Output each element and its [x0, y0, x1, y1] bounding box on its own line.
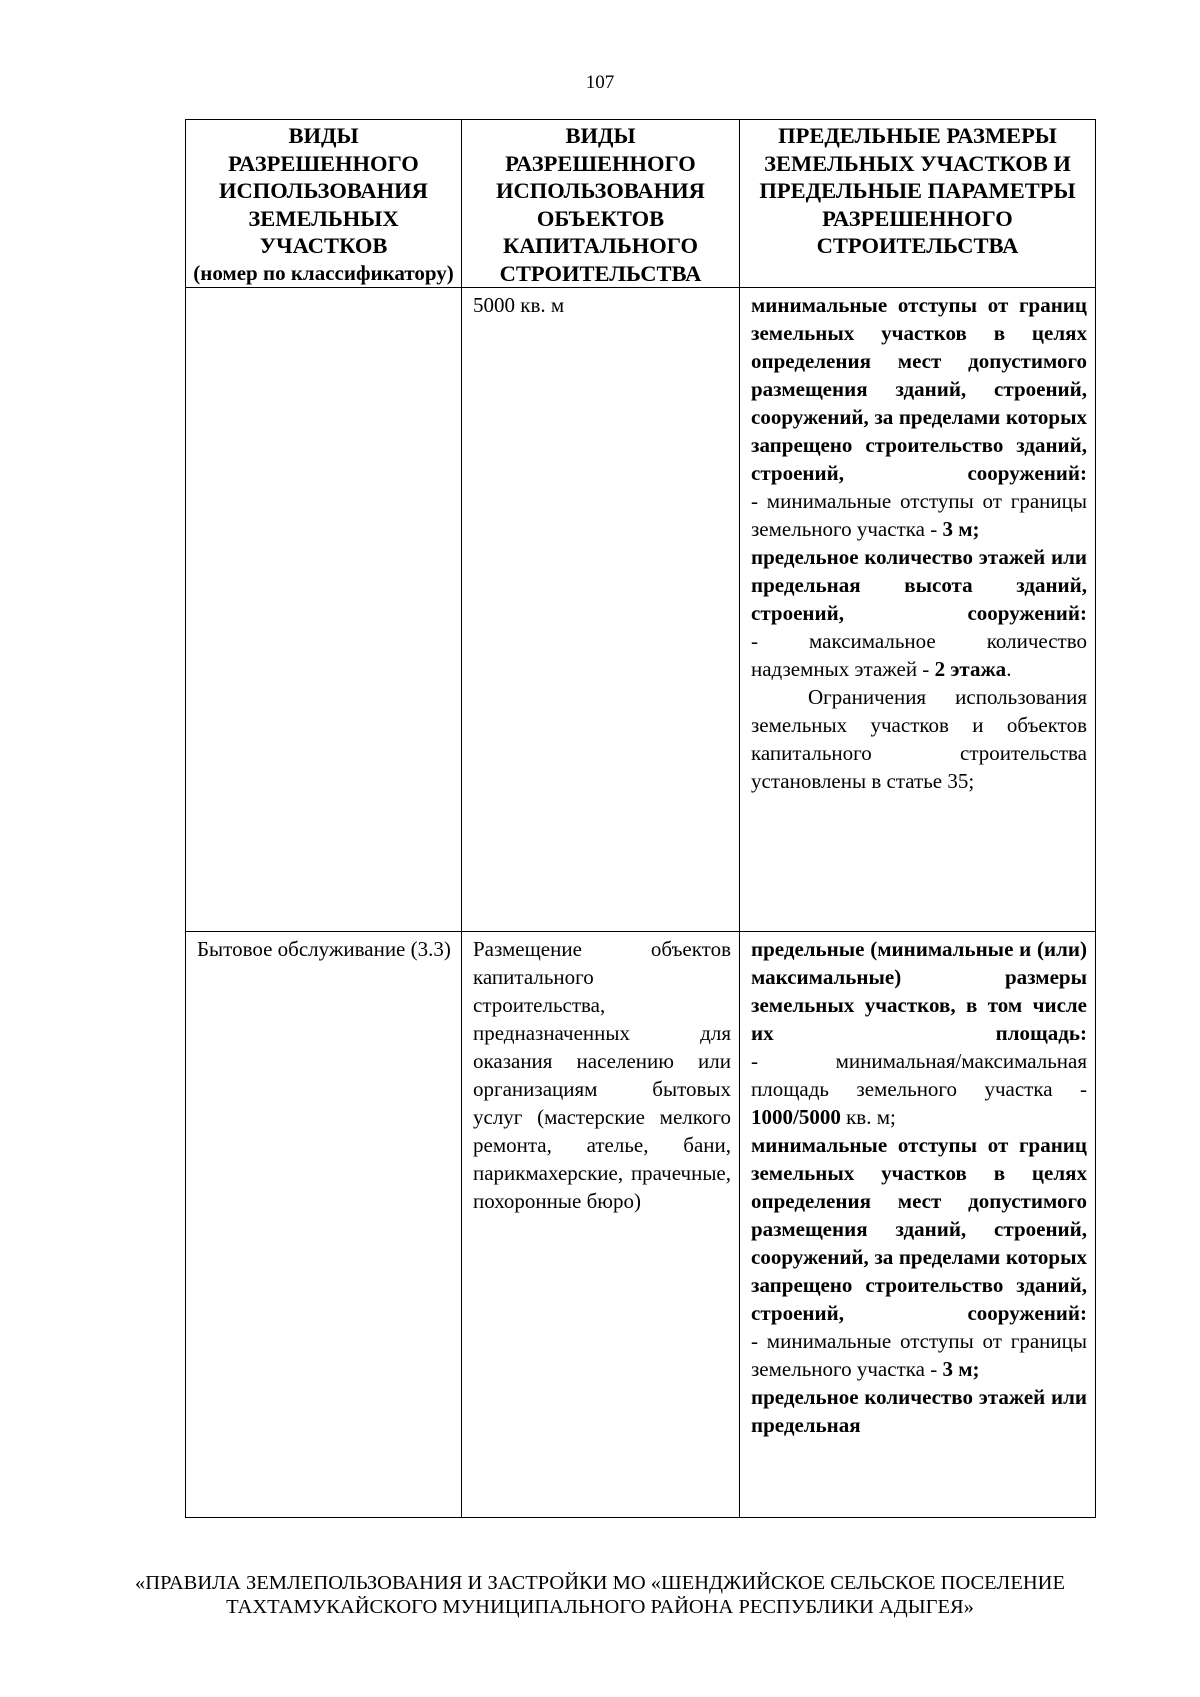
row2-setbacks-item [751, 1327, 1087, 1383]
row1-land-use-cell [186, 288, 462, 932]
row2-parameters-cell [740, 932, 1096, 1518]
row1-floors-heading: предельное количество этажей или предельная высота зданий, строений, сооружений: [751, 545, 1087, 625]
row1-floors-value: 2 этажа [934, 657, 1007, 681]
header-land-use-title: ВИДЫ РАЗРЕШЕННОГО ИСПОЛЬЗОВАНИЯ ЗЕМЕЛЬНЫХ УЧАСТКОВ [219, 123, 428, 258]
row2-size-item [751, 1047, 1087, 1131]
row2-setbacks-value: 3 м; [942, 1357, 980, 1381]
page-number: 107 [585, 72, 615, 93]
table-row [186, 288, 1096, 932]
header-construction-use: ВИДЫ РАЗРЕШЕННОГО ИСПОЛЬЗОВАНИЯ ОБЪЕКТОВ КАПИТАЛЬНОГО СТРОИТЕЛЬСТВА [462, 120, 740, 288]
row2-size-text: - минимальная/максимальная площадь земельного участка - [751, 1049, 1087, 1101]
row2-setbacks-heading: минимальные отступы от границ земельных участков в целях определения мест допустимого размещения зданий, строений, сооружений, за пределами которых запрещено строительство зданий, строений, сооружений: [751, 1133, 1087, 1325]
row1-construction-use-cell [462, 288, 740, 932]
table-header-row [186, 120, 1096, 288]
row2-construction-use-cell [462, 932, 740, 1518]
document-footer [0, 1571, 1200, 1619]
row2-size-value: 1000/5000 [751, 1105, 841, 1129]
row2-floors-heading: предельное количество этажей или предельная [751, 1385, 1087, 1437]
row1-floors-end: . [1006, 657, 1012, 681]
row1-setbacks-heading: минимальные отступы от границ земельных участков в целях определения мест допустимого размещения зданий, строений, сооружений, за пределами которых запрещено строительство зданий, строений, сооружений: [751, 293, 1087, 485]
row1-area-value: 5000 кв. м [473, 293, 565, 317]
row2-land-use-text: Бытовое обслуживание (3.3) [197, 937, 451, 961]
header-land-use [186, 120, 462, 288]
row2-size-heading: предельные (минимальные и (или) максимальные) размеры земельных участков, в том числе их площадь: [751, 937, 1087, 1045]
row1-setbacks-text: - минимальные отступы от границы земельного участка - [751, 489, 1087, 541]
zoning-table [185, 119, 1096, 1518]
header-land-use-subtitle: (номер по классификатору) [193, 260, 454, 285]
table-row [186, 932, 1096, 1518]
row1-floors-text: - максимальное количество надземных этажей - [751, 629, 1087, 681]
row2-setbacks-text: - минимальные отступы от границы земельного участка - [751, 1329, 1087, 1381]
footer-line-2: ТАХТАМУКАЙСКОГО МУНИЦИПАЛЬНОГО РАЙОНА РЕСПУБЛИКИ АДЫГЕЯ» [226, 1596, 974, 1618]
row1-restrictions-note: Ограничения использования земельных участков и объектов капитального строительства установлены в статье 35; [751, 685, 1087, 793]
row1-parameters-cell [740, 288, 1096, 932]
header-limit-parameters: ПРЕДЕЛЬНЫЕ РАЗМЕРЫ ЗЕМЕЛЬНЫХ УЧАСТКОВ И ПРЕДЕЛЬНЫЕ ПАРАМЕТРЫ РАЗРЕШЕННОГО СТРОИТЕЛЬСТВА [740, 120, 1096, 288]
footer-line-1: «ПРАВИЛА ЗЕМЛЕПОЛЬЗОВАНИЯ И ЗАСТРОЙКИ МО «ШЕНДЖИЙСКОЕ СЕЛЬСКОЕ ПОСЕЛЕНИЕ [135, 1572, 1065, 1594]
row1-setbacks-item [751, 487, 1087, 543]
row2-size-unit: кв. м; [840, 1105, 896, 1129]
row2-land-use-cell [186, 932, 462, 1518]
row1-setbacks-value: 3 м; [942, 517, 980, 541]
row2-construction-use-text: Размещение объектов капитального строительства, предназначенных для оказания населению или организациям бытовых услуг (мастерские мелкого ремонта, ателье, бани, парикмахерские, прачечные, похоронные бюро) [473, 937, 731, 1213]
row1-floors-item [751, 627, 1087, 683]
